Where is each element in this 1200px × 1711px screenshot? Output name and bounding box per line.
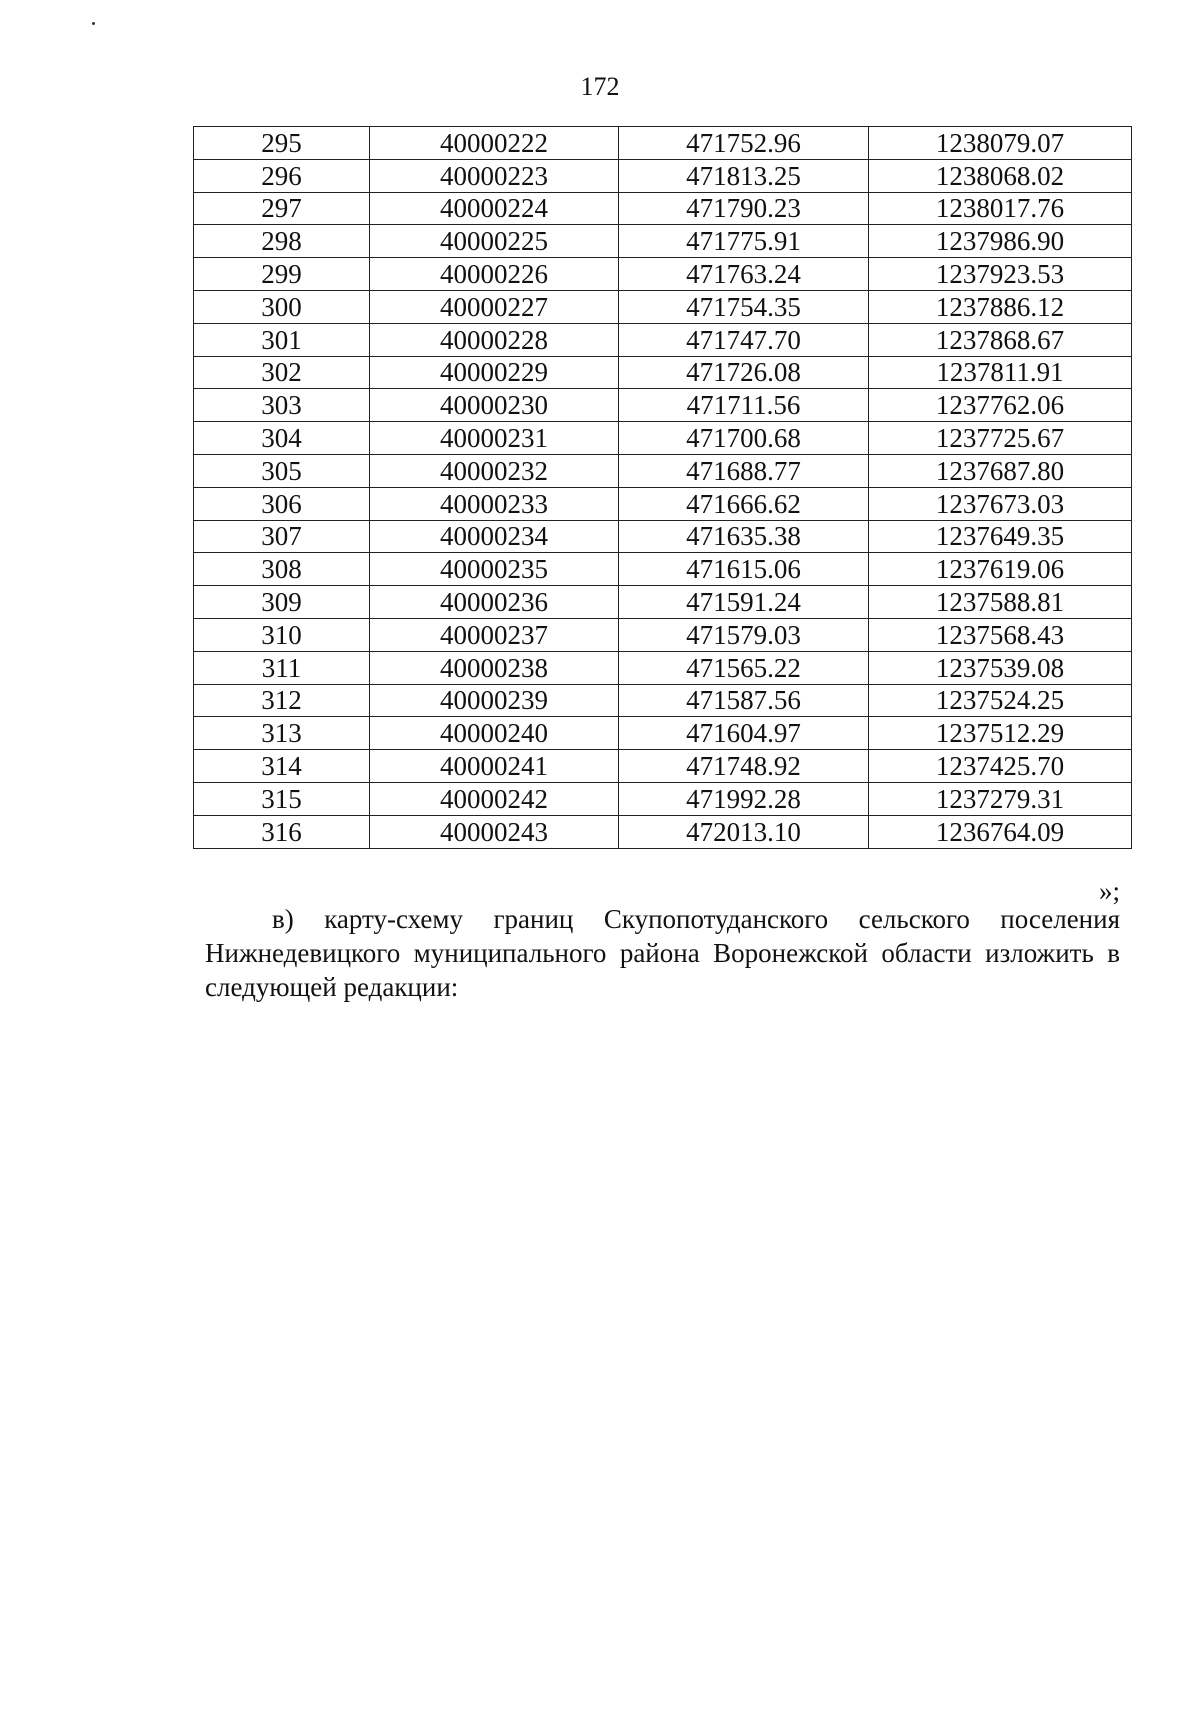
- table-cell: 307: [194, 520, 370, 553]
- table-cell: 1238068.02: [869, 159, 1132, 192]
- table-cell: 298: [194, 225, 370, 258]
- table-cell: 1237687.80: [869, 454, 1132, 487]
- table-row: [194, 290, 1132, 323]
- table-cell: 306: [194, 487, 370, 520]
- table-row: [194, 618, 1132, 651]
- table-cell: 471666.62: [619, 487, 869, 520]
- table-cell: 40000243: [370, 815, 619, 848]
- table-cell: 1237811.91: [869, 356, 1132, 389]
- table-cell: 40000235: [370, 553, 619, 586]
- table-cell: 471700.68: [619, 422, 869, 455]
- table-row: [194, 454, 1132, 487]
- table-cell: 40000234: [370, 520, 619, 553]
- table-cell: 471752.96: [619, 127, 869, 160]
- table-cell: 40000236: [370, 586, 619, 619]
- table-row: [194, 782, 1132, 815]
- table-cell: 303: [194, 389, 370, 422]
- table-cell: 40000239: [370, 684, 619, 717]
- table-cell: 471635.38: [619, 520, 869, 553]
- table-cell: 1237619.06: [869, 553, 1132, 586]
- table-cell: 40000225: [370, 225, 619, 258]
- table-cell: 299: [194, 258, 370, 291]
- table-row: [194, 651, 1132, 684]
- table-cell: 308: [194, 553, 370, 586]
- table-row: [194, 323, 1132, 356]
- table-cell: 471587.56: [619, 684, 869, 717]
- table-cell: 296: [194, 159, 370, 192]
- table-cell: 1237512.29: [869, 717, 1132, 750]
- table-cell: 1237539.08: [869, 651, 1132, 684]
- table-cell: 40000230: [370, 389, 619, 422]
- table-row: [194, 684, 1132, 717]
- table-row: [194, 127, 1132, 160]
- table-cell: 1237425.70: [869, 750, 1132, 783]
- table-row: [194, 389, 1132, 422]
- table-cell: 40000222: [370, 127, 619, 160]
- table-cell: 471688.77: [619, 454, 869, 487]
- table-row: [194, 159, 1132, 192]
- table-cell: 40000223: [370, 159, 619, 192]
- table-row: [194, 750, 1132, 783]
- table-row: [194, 422, 1132, 455]
- table-cell: 309: [194, 586, 370, 619]
- table-cell: 305: [194, 454, 370, 487]
- table-cell: 1237524.25: [869, 684, 1132, 717]
- table-cell: 1237923.53: [869, 258, 1132, 291]
- table-cell: 40000233: [370, 487, 619, 520]
- table-cell: 471813.25: [619, 159, 869, 192]
- table-cell: 1237588.81: [869, 586, 1132, 619]
- table-cell: 311: [194, 651, 370, 684]
- table-cell: 1237986.90: [869, 225, 1132, 258]
- table-cell: 1237762.06: [869, 389, 1132, 422]
- table-cell: 40000242: [370, 782, 619, 815]
- table-cell: 40000241: [370, 750, 619, 783]
- table-cell: 1237868.67: [869, 323, 1132, 356]
- coordinates-table-body: [194, 127, 1132, 849]
- table-cell: 1238079.07: [869, 127, 1132, 160]
- table-cell: 40000227: [370, 290, 619, 323]
- table-cell: 471992.28: [619, 782, 869, 815]
- table-cell: 40000224: [370, 192, 619, 225]
- table-row: [194, 586, 1132, 619]
- table-cell: 1237279.31: [869, 782, 1132, 815]
- table-cell: 471790.23: [619, 192, 869, 225]
- table-cell: 301: [194, 323, 370, 356]
- closing-quote: »;: [1098, 876, 1120, 906]
- table-cell: 471726.08: [619, 356, 869, 389]
- table-cell: 40000232: [370, 454, 619, 487]
- table-cell: 300: [194, 290, 370, 323]
- table-cell: 40000237: [370, 618, 619, 651]
- table-cell: 472013.10: [619, 815, 869, 848]
- table-cell: 1237886.12: [869, 290, 1132, 323]
- table-cell: 1237673.03: [869, 487, 1132, 520]
- scan-speck: [92, 22, 95, 25]
- table-cell: 1237568.43: [869, 618, 1132, 651]
- table-cell: 471711.56: [619, 389, 869, 422]
- table-row: [194, 717, 1132, 750]
- table-cell: 1237725.67: [869, 422, 1132, 455]
- table-row: [194, 553, 1132, 586]
- page-number: 172: [580, 72, 620, 101]
- table-cell: 471565.22: [619, 651, 869, 684]
- table-row: [194, 520, 1132, 553]
- table-cell: 471775.91: [619, 225, 869, 258]
- table-cell: 313: [194, 717, 370, 750]
- table-cell: 40000229: [370, 356, 619, 389]
- table-row: [194, 815, 1132, 848]
- coordinates-table: [193, 126, 1132, 849]
- table-row: [194, 225, 1132, 258]
- table-cell: 471754.35: [619, 290, 869, 323]
- table-row: [194, 356, 1132, 389]
- table-cell: 302: [194, 356, 370, 389]
- table-cell: 295: [194, 127, 370, 160]
- table-cell: 40000240: [370, 717, 619, 750]
- table-cell: 40000226: [370, 258, 619, 291]
- table-cell: 40000231: [370, 422, 619, 455]
- table-cell: 297: [194, 192, 370, 225]
- body-paragraph: в) карту-схему границ Скупопотуданского сельского поселения Нижнедевицкого муниципального района Воронежской области изложить в следующей редакции:: [205, 904, 1120, 1002]
- table-cell: 1236764.09: [869, 815, 1132, 848]
- table-cell: 471747.70: [619, 323, 869, 356]
- table-cell: 304: [194, 422, 370, 455]
- table-cell: 471615.06: [619, 553, 869, 586]
- table-row: [194, 487, 1132, 520]
- table-cell: 471579.03: [619, 618, 869, 651]
- table-row: [194, 258, 1132, 291]
- table-cell: 1237649.35: [869, 520, 1132, 553]
- table-cell: 1238017.76: [869, 192, 1132, 225]
- table-cell: 471763.24: [619, 258, 869, 291]
- table-cell: 314: [194, 750, 370, 783]
- table-cell: 40000238: [370, 651, 619, 684]
- table-cell: 316: [194, 815, 370, 848]
- table-cell: 312: [194, 684, 370, 717]
- table-cell: 471591.24: [619, 586, 869, 619]
- table-cell: 471748.92: [619, 750, 869, 783]
- table-row: [194, 192, 1132, 225]
- table-cell: 310: [194, 618, 370, 651]
- table-cell: 471604.97: [619, 717, 869, 750]
- table-cell: 40000228: [370, 323, 619, 356]
- table-cell: 315: [194, 782, 370, 815]
